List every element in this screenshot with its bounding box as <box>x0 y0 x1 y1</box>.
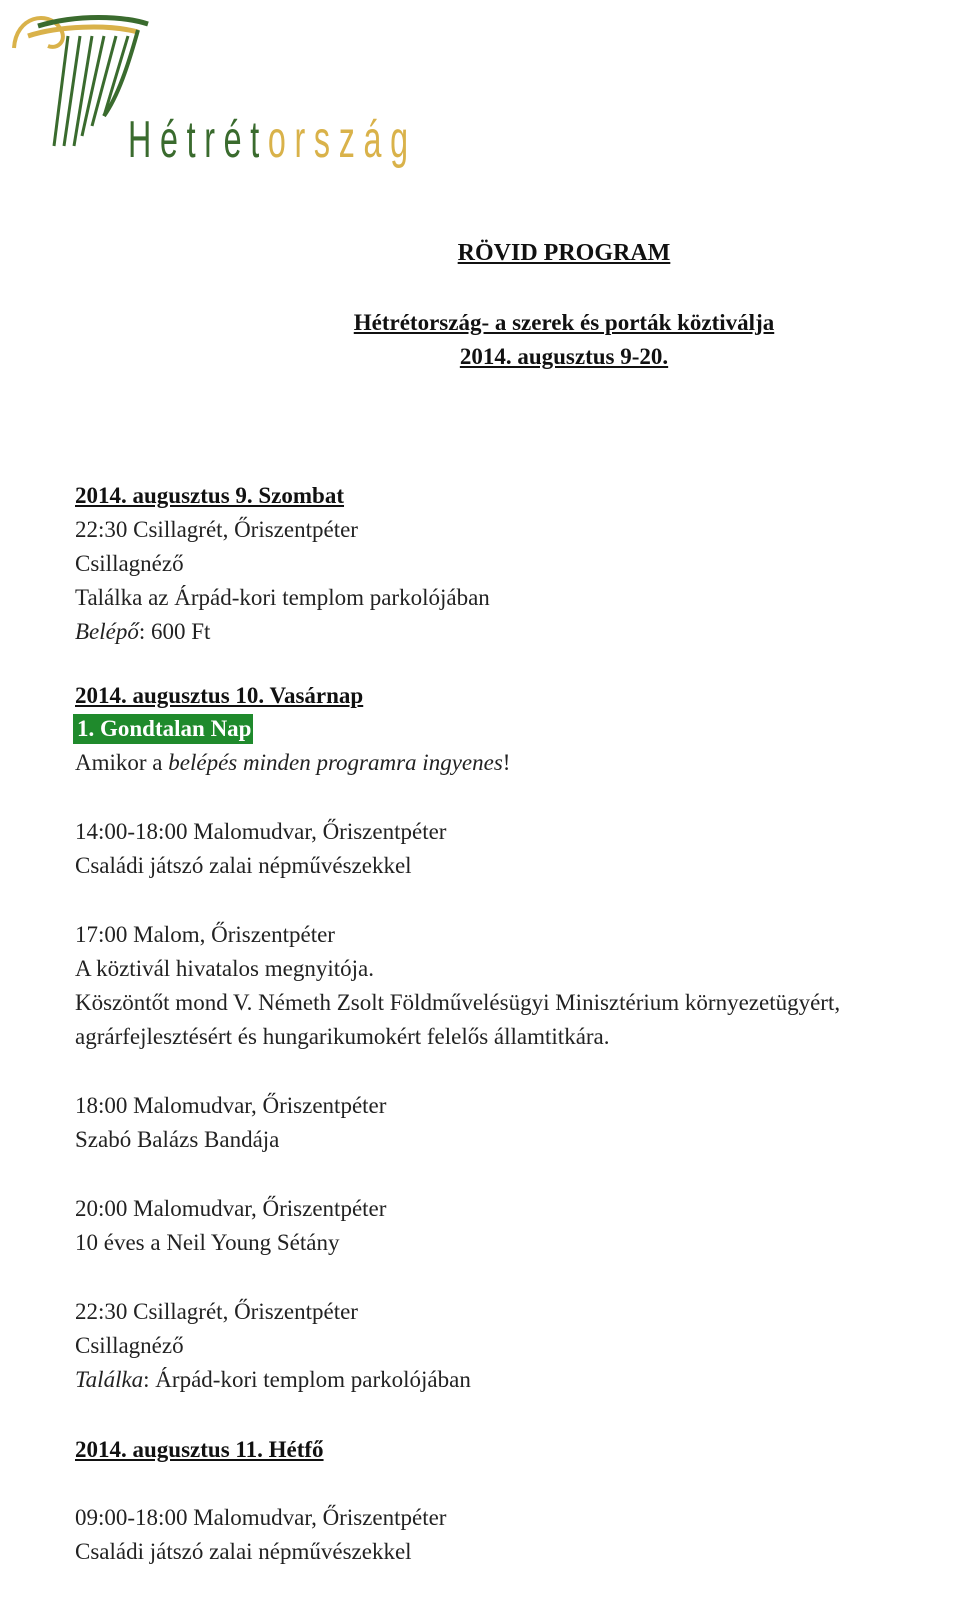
event-description: agrárfejlesztésért és hungarikumokért felelős államtitkára. <box>75 1024 610 1049</box>
event-time-location: 14:00-18:00 Malomudvar, Őriszentpéter <box>75 819 447 844</box>
event-title: Családi játszó zalai népművészekkel <box>75 853 412 878</box>
hetretorszag-logo <box>8 6 438 186</box>
page-title: RÖVID PROGRAM <box>457 240 671 266</box>
logo-wordmark: Hétrétország <box>128 111 417 169</box>
day-heading: 2014. augusztus 10. Vasárnap <box>75 683 364 708</box>
event-time-location: 18:00 Malomudvar, Őriszentpéter <box>75 1093 387 1118</box>
event-time-location: 22:30 Csillagrét, Őriszentpéter <box>75 1299 358 1324</box>
event-title: 10 éves a Neil Young Sétány <box>75 1230 340 1255</box>
event-title: A köztivál hivatalos megnyitója. <box>75 956 374 981</box>
festival-subtitle: Hétrétország- a szerek és porták köztiválja <box>353 310 775 335</box>
event-time-location: 22:30 Csillagrét, Őriszentpéter <box>75 517 358 542</box>
event-time-location: 17:00 Malom, Őriszentpéter <box>75 922 335 947</box>
highlight-badge <box>73 717 253 740</box>
event-time-location: 20:00 Malomudvar, Őriszentpéter <box>75 1196 387 1221</box>
entry-label: Belépő <box>75 619 139 644</box>
event-meeting-point: Találka az Árpád-kori templom parkolójában <box>75 585 490 610</box>
free-entry-note <box>75 751 510 774</box>
event-title: Csillagnéző <box>75 551 184 576</box>
day-heading: 2014. augusztus 11. Hétfő <box>75 1437 324 1462</box>
meet-label: Találka <box>75 1367 144 1392</box>
event-title: Családi játszó zalai népművészekkel <box>75 1539 412 1564</box>
note-punct: ! <box>502 750 511 775</box>
event-meeting-point <box>75 1368 471 1391</box>
event-description: Köszöntőt mond V. Németh Zsolt Földművelésügyi Minisztérium környezetügyért, <box>75 990 841 1015</box>
highlight-label: 1. Gondtalan Nap <box>73 714 253 744</box>
note-emphasis: belépés minden programra ingyenes <box>168 750 503 775</box>
event-title: Csillagnéző <box>75 1333 184 1358</box>
event-title: Szabó Balázs Bandája <box>75 1127 280 1152</box>
festival-dates: 2014. augusztus 9-20. <box>459 344 669 369</box>
note-text: Amikor a <box>75 750 169 775</box>
entry-value: : 600 Ft <box>138 619 211 644</box>
event-time-location: 09:00-18:00 Malomudvar, Őriszentpéter <box>75 1505 447 1530</box>
day-heading: 2014. augusztus 9. Szombat <box>75 483 345 508</box>
meet-value: : Árpád-kori templom parkolójában <box>143 1367 471 1392</box>
event-entry-fee <box>75 620 210 643</box>
